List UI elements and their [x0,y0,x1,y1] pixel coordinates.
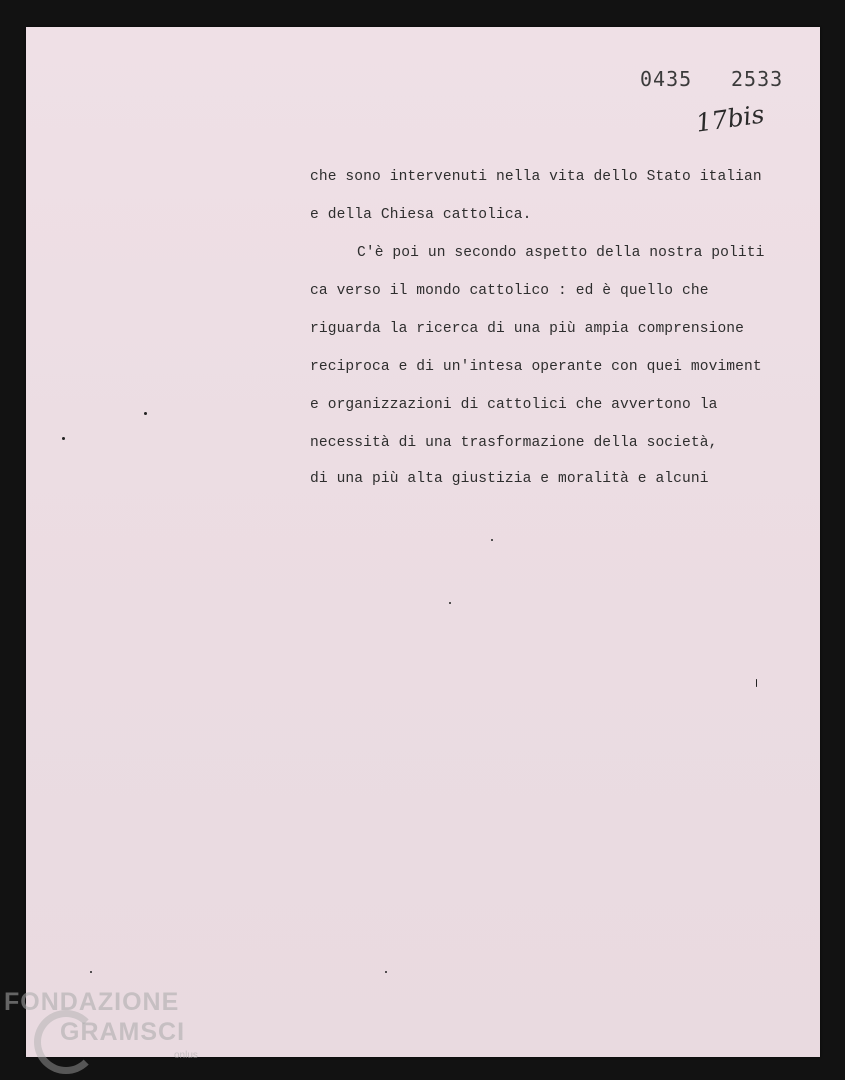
ink-speck [144,412,147,415]
text-line: di una più alta giustizia e moralità e alcuni [310,471,709,487]
handwritten-note: 17bis [694,99,767,138]
text-line: riguarda la ricerca di una più ampia comprensione [310,321,745,337]
archive-number-left: 0435 [640,67,693,91]
ink-speck [449,602,451,604]
watermark-line-3: onlus [174,1050,198,1061]
ink-speck [385,971,387,973]
paper-sheet [26,27,820,1057]
ink-speck [491,539,493,541]
foundation-watermark-logo [4,988,214,1078]
text-line: che sono intervenuti nella vita dello Stato italian [310,169,762,185]
ink-speck [756,679,757,687]
text-line: reciproca e di un'intesa operante con quei moviment [310,359,762,375]
text-line: C'è poi un secondo aspetto della nostra politi [357,245,765,261]
text-line: ca verso il mondo cattolico : ed è quello che [310,283,709,299]
text-line: necessità di una trasformazione della società, [310,435,718,451]
ink-speck [62,437,65,440]
ink-speck [90,971,92,973]
watermark-line-2: GRAMSCI [60,1018,186,1046]
archive-number-right: 2533 [731,67,784,91]
text-line: e della Chiesa cattolica. [310,207,532,223]
watermark-line-1: FONDAZIONE [4,988,180,1016]
text-line: e organizzazioni di cattolici che avvertono la [310,397,718,413]
